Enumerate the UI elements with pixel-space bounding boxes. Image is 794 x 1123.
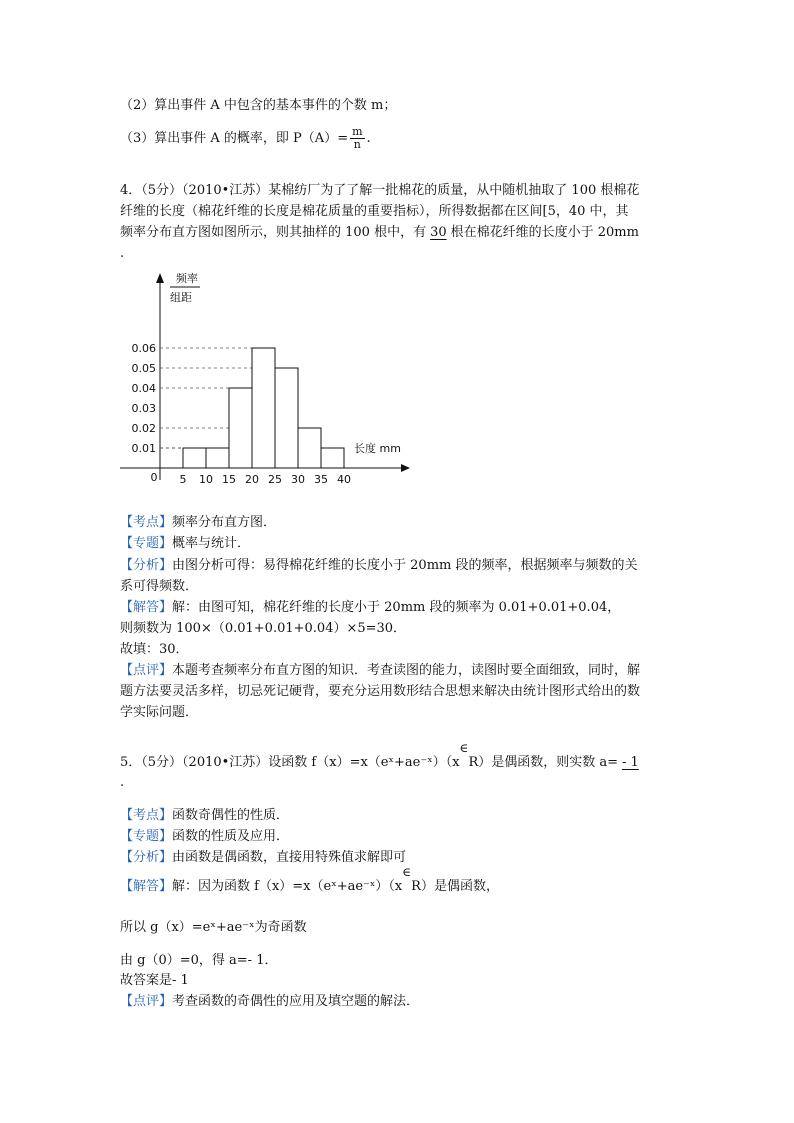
element-of-symbol: ∈ xyxy=(402,865,412,879)
q4-line-3 xyxy=(120,223,639,243)
jieda-tail: R）是偶函数， xyxy=(411,879,499,894)
x-axis-arrow-icon xyxy=(401,464,410,472)
q4-dianping-1 xyxy=(120,661,640,681)
histogram-bar xyxy=(275,368,298,468)
jieda-text: 解：因为函数 f（x）=x（eˣ+ae⁻ˣ）（x xyxy=(172,879,403,894)
histogram-bar xyxy=(229,388,252,468)
kaodian-text: 频率分布直方图． xyxy=(172,515,277,530)
x-tick-label: 10 xyxy=(199,473,213,486)
dianping-text: 本题考查频率分布直方图的知识．考查读图的能力，读图时要全面细致，同时，解 xyxy=(172,663,641,678)
histogram-bar xyxy=(321,448,344,468)
kaodian-text: 函数奇偶性的性质． xyxy=(172,808,290,823)
zhuanti-tag: 【专题】 xyxy=(120,829,173,844)
q4-line-4: . xyxy=(120,246,125,261)
q4-jieda-3: 故填：30． xyxy=(120,642,189,657)
y-axis-label-top: 频率 xyxy=(176,272,198,285)
zhuanti-text: 概率与统计． xyxy=(172,536,251,551)
q4-kaodian xyxy=(120,513,276,533)
fenxi-tag: 【分析】 xyxy=(120,558,173,573)
x-tick-label: 25 xyxy=(268,473,282,486)
element-of-symbol: ∈ xyxy=(459,741,469,755)
x-axis-label: 长度 mm xyxy=(354,442,401,455)
q5-line-1-text: 5．（5分）（2010•江苏）设函数 f（x）=x（eˣ+ae⁻ˣ）（x xyxy=(120,755,460,770)
q4-line-3-text: 频率分布直方图如图所示，则其抽样的 100 根中，有 xyxy=(120,225,427,240)
fraction-denominator: n xyxy=(353,138,361,151)
q4-line-2: 纤维的长度（棉花纤维的长度是棉花质量的重要指标），所得数据都在区间[5，40 中，其 xyxy=(120,204,629,219)
kaodian-tag: 【考点】 xyxy=(120,515,173,530)
histogram-bar xyxy=(206,448,229,468)
x-tick-label: 5 xyxy=(179,473,187,486)
y-axis-arrow-icon xyxy=(156,273,164,283)
q5-answer: 故答案是- 1 xyxy=(120,973,189,988)
dianping-tag: 【点评】 xyxy=(120,994,173,1009)
q4-answer-blank: 30 xyxy=(430,225,447,240)
q4-jieda-2: 则频数为 100×（0.01+0.01+0.04）×5=30． xyxy=(120,621,407,636)
zhuanti-text: 函数的性质及应用． xyxy=(172,829,290,844)
fenxi-text: 由函数是偶函数，直接用特殊值求解即可 xyxy=(172,850,407,865)
histogram-bar xyxy=(183,448,206,468)
fraction-numerator: m xyxy=(352,125,363,138)
q5-jieda xyxy=(120,865,499,897)
histogram-bar xyxy=(252,348,275,468)
step-3-text: （3）算出事件 A 的概率，即 P（A）= xyxy=(120,131,349,146)
x-tick-label: 15 xyxy=(222,473,236,486)
y-axis-label-bottom: 组距 xyxy=(170,291,192,304)
step-2: （2）算出事件 A 中包含的基本事件的个数 m； xyxy=(120,98,397,113)
y-tick-label: 0.04 xyxy=(131,382,156,395)
step-3 xyxy=(120,126,371,151)
q5-zhuanti xyxy=(120,827,289,847)
step-3-period: . xyxy=(366,131,371,146)
q5-dianping xyxy=(120,992,419,1012)
q5-fenxi xyxy=(120,848,406,868)
q4-fenxi-1 xyxy=(120,556,637,576)
jieda-text: 解：由图可知，棉花纤维的长度小于 20mm 段的频率为 0.01+0.01+0.04， xyxy=(172,600,621,615)
fraction-m-over-n xyxy=(350,126,364,151)
frequency-histogram xyxy=(118,268,418,498)
y-tick-label: 0.01 xyxy=(131,442,156,455)
q4-dianping-3: 学实际问题． xyxy=(120,705,199,720)
y-tick-label: 0.06 xyxy=(131,342,156,355)
histogram-bar xyxy=(298,428,321,468)
jieda-tag: 【解答】 xyxy=(120,879,173,894)
q5-line-1-mid: R）是偶函数，则实数 a= xyxy=(468,755,619,770)
q4-jieda-1 xyxy=(120,598,620,618)
q5-answer-blank: - 1 xyxy=(622,755,639,770)
x-tick-label: 35 xyxy=(314,473,328,486)
q5-line-1 xyxy=(120,741,643,773)
q4-dianping-2: 题方法要灵活多样，切忌死记硬背，要充分运用数形结合思想来解决由统计图形式给出的数 xyxy=(120,684,641,699)
x-tick-label: 30 xyxy=(291,473,305,486)
y-tick-label: 0.05 xyxy=(131,362,156,375)
dianping-text: 考查函数的奇偶性的应用及填空题的解法． xyxy=(172,994,420,1009)
fenxi-text: 由图分析可得：易得棉花纤维的长度小于 20mm 段的频率，根据频率与频数的关 xyxy=(172,558,638,573)
y-tick-label: 0.03 xyxy=(131,402,156,415)
kaodian-tag: 【考点】 xyxy=(120,808,173,823)
q5-kaodian xyxy=(120,806,289,826)
dianping-tag: 【点评】 xyxy=(120,663,173,678)
jieda-tag: 【解答】 xyxy=(120,600,173,615)
origin-label: 0 xyxy=(150,471,158,484)
x-tick-label: 40 xyxy=(337,473,351,486)
q5-line-2: . xyxy=(120,775,125,790)
x-tick-label: 20 xyxy=(245,473,259,486)
q5-g-odd: 所以 g（x）=eˣ+ae⁻ˣ为奇函数 xyxy=(120,920,307,935)
q4-line-1: 4．（5分）（2010•江苏）某棉纺厂为了了解一批棉花的质量，从中随机抽取了 100 根棉花 xyxy=(120,183,640,198)
q4-fenxi-2: 系可得频数． xyxy=(120,579,199,594)
zhuanti-tag: 【专题】 xyxy=(120,536,173,551)
q5-g0: 由 g（0）=0，得 a=- 1． xyxy=(120,953,278,968)
fenxi-tag: 【分析】 xyxy=(120,850,173,865)
y-tick-label: 0.02 xyxy=(131,422,156,435)
q4-line-3-tail: 根在棉花纤维的长度小于 20mm xyxy=(450,225,639,240)
q4-zhuanti xyxy=(120,534,250,554)
